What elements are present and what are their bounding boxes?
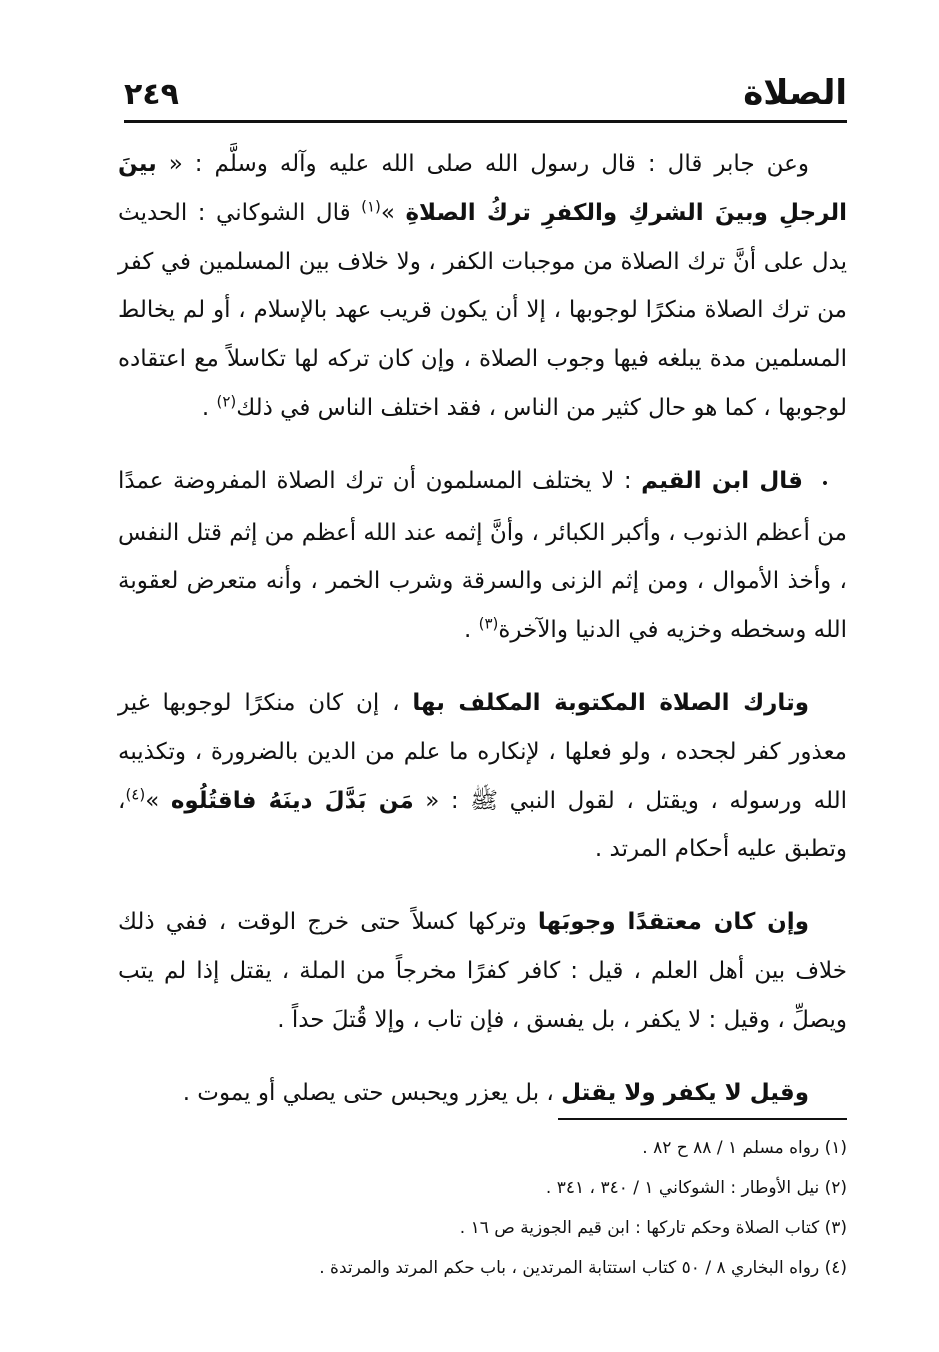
footnote-ref-1: (١) xyxy=(361,197,381,216)
main-text xyxy=(118,140,847,1117)
footnote-rule xyxy=(558,1118,847,1120)
page-number: ٢٤٩ xyxy=(124,77,179,112)
paragraph-lead: وقيل لا يكفر ولا يقتل xyxy=(561,1079,809,1106)
paragraph-jabir-hadith: وعن جابر قال : قال رسول الله صلى الله عليه وآله وسلَّم : « بينَ الرجلِ وبينَ الشركِ والكفرِ تركُ الصلاةِ »$^{(١)}$ قال الشوكاني : الحديث يدل على أنَّ ترك الصلاة من موجبات الكفر ، ولا خلاف بين المسلمين في كفر من ترك الصلاة منكرًا لوجوبها ، إلا أن يكون قريب عهد بالإسلام ، أو لم يخالط المسلمين مدة يبلغه فيها وجوب الصلاة ، وإن كان تركه لها تكاسلاً مع اعتقاده لوجوبها ، كما هو حال كثير من الناس ، فقد اختلف الناس في ذلك$^{(٢)}$ . xyxy=(118,151,847,421)
footnotes xyxy=(200,1128,847,1288)
running-header xyxy=(124,64,847,113)
footnote-ref-3: (٣) xyxy=(478,614,499,633)
footnote-3: (٣) كتاب الصلاة وحكم تاركها : ابن قيم الجوزية ص ١٦ . xyxy=(459,1218,847,1238)
footnote-ref-2: (٢) xyxy=(216,392,237,411)
paragraph-denier-ruling: وتارك الصلاة المكتوبة المكلف بها ، إن كان منكرًا لوجوبها غير معذور كفر لجحده ، ولو فعلها ، لإنكاره ما علم من الدين بالضرورة ، وتكذيبه الله ورسوله ، ويقتل ، لقول النبي ﷺ : « مَن بَدَّلَ دينَهُ فاقتُلُوه »$^{(٤)}$، وتطبق عليه أحكام المرتد . xyxy=(118,689,847,863)
hadith-text: بينَ الرجلِ وبينَ الشركِ والكفرِ تركُ الصلاةِ xyxy=(118,151,847,226)
paragraph-lead: وتارك الصلاة المكتوبة المكلف بها xyxy=(412,689,809,716)
chapter-title: الصلاة xyxy=(743,73,847,113)
footnote-1: (١) رواه مسلم ١ / ٨٨ ح ٨٢ . xyxy=(642,1138,847,1158)
paragraph-third-opinion: وقيل لا يكفر ولا يقتل ، بل يعزر ويحبس حتى يصلي أو يموت . xyxy=(182,1079,809,1106)
paragraph-believer-ruling: وإن كان معتقدًا وجوبَها وتركها كسلاً حتى خرج الوقت ، ففي ذلك خلاف بين أهل العلم ، قيل : كافر كفرًا مخرجاً من الملة ، يقتل إذا لم يتب ويصلِّ ، وقيل : لا يكفر ، بل يفسق ، فإن تاب ، وإلا قُتلَ حداً . xyxy=(118,909,847,1033)
paragraph-lead: وإن كان معتقدًا وجوبَها xyxy=(537,909,809,936)
header-rule xyxy=(124,120,847,123)
hadith-text: مَن بَدَّلَ دينَهُ فاقتُلُوه xyxy=(170,787,414,814)
paragraph-lead: قال ابن القيم xyxy=(641,467,803,494)
footnote-4: (٤) رواه البخاري ٨ / ٥٠ كتاب استتابة المرتدين ، باب حكم المرتد والمرتدة . xyxy=(319,1258,847,1278)
paragraph-ibn-qayyim: •قال ابن القيم : لا يختلف المسلمون أن ترك الصلاة المفروضة عمدًا من أعظم الذنوب ، وأكبر الكبائر ، وأنَّ إثمه عند الله أعظم من إثم قتل النفس ، وأخذ الأموال ، ومن إثم الزنى والسرقة وشرب الخمر ، وأنه متعرض لعقوبة الله وسخطه وخزيه في الدنيا والآخرة$^{(٣)}$ . xyxy=(118,457,847,655)
bullet-marker: • xyxy=(820,475,830,492)
footnote-ref-4: (٤) xyxy=(125,784,146,803)
footnote-2: (٢) نيل الأوطار : الشوكاني ١ / ٣٤٠ ، ٣٤١ . xyxy=(545,1178,847,1198)
